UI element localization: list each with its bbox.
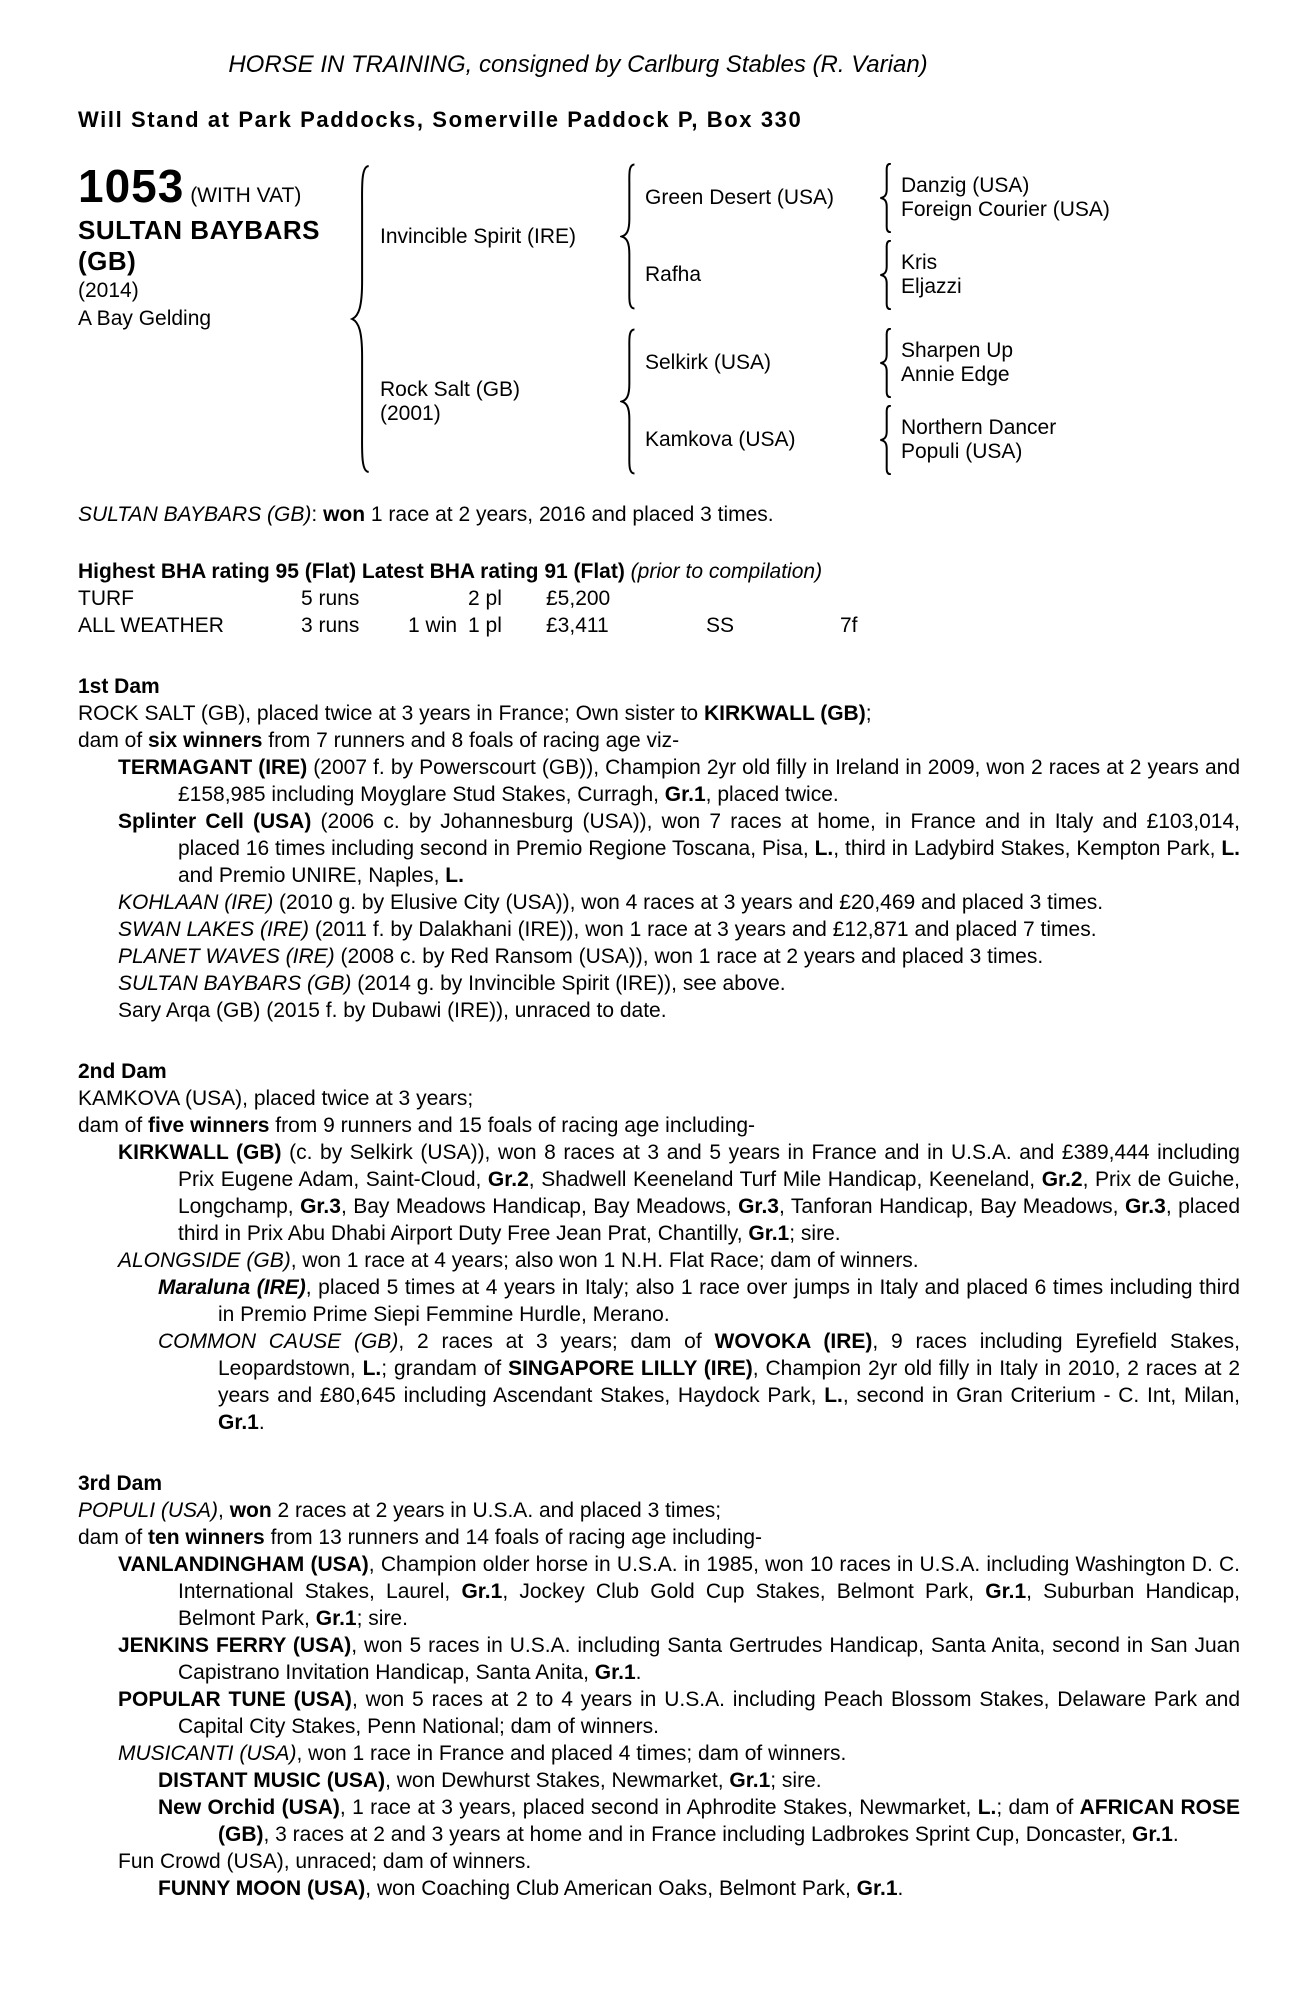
race-record: SULTAN BAYBARS (GB): won 1 race at 2 years, 2016 and placed 3 times.: [78, 503, 774, 526]
sire-name: Invincible Spirit (IRE): [380, 224, 577, 248]
section-heading: 2nd Dam: [78, 1060, 167, 1083]
great-granddam-name: Foreign Courier (USA): [901, 198, 1110, 221]
pedigree-brace-dam: [620, 328, 637, 475]
grandsire-branch: [645, 328, 1056, 398]
great-granddam-name: Populi (USA): [901, 440, 1023, 463]
great-grandsire-name: Northern Dancer: [901, 416, 1057, 439]
great-granddam-name: Annie Edge: [901, 363, 1010, 386]
pedigree-tree: [78, 160, 1240, 475]
dam-section-3: [78, 1470, 1240, 1902]
rating-runs: 3 runs: [301, 614, 360, 637]
great-grandsire-name: Danzig (USA): [901, 174, 1030, 197]
produce-record-entry: SULTAN BAYBARS (GB) (2014 g. by Invincible Spirit (IRE)), see above.: [118, 972, 786, 995]
pedigree-brace: [879, 405, 893, 475]
granddam-branch: [645, 240, 1110, 310]
grandsire-branch: [645, 163, 1110, 233]
produce-record-entry: COMMON CAUSE (GB), 2 races at 3 years; dam of WOVOKA (IRE), 9 races including Eyrefield Stakes, Leopardstown, L.; grandam of SINGAPORE LILLY (IRE), Champion 2yr old filly in Italy in 2010, 2 races at 2 years and £80,645 including Ascendant Stakes, Haydock Park, L., second in Gran Criterium - C. Int, Milan, Gr.1.: [158, 1330, 1241, 1434]
bha-rating-title: Highest BHA rating 95 (Flat) Latest BHA rating 91 (Flat) (prior to compilation): [78, 560, 823, 583]
lot-subject: [78, 160, 350, 333]
dam-branch: [380, 328, 1110, 475]
dam-section-1: [78, 673, 1240, 1024]
produce-record-entry: DISTANT MUSIC (USA), won Dewhurst Stakes, Newmarket, Gr.1; sire.: [158, 1769, 822, 1792]
horse-description: A Bay Gelding: [78, 307, 212, 330]
pedigree-brace-sire: [620, 163, 637, 310]
foal-year: (2014): [78, 279, 139, 302]
produce-record-entry: Sary Arqa (GB) (2015 f. by Dubawi (IRE)), unraced to date.: [118, 999, 667, 1022]
rating-going: SS: [706, 614, 735, 637]
dam-year: (2001): [380, 401, 441, 425]
rating-placed: 2 pl: [468, 587, 502, 610]
dam-entries: [78, 700, 1240, 1024]
produce-record-entry: dam of six winners from 7 runners and 8 foals of racing age viz-: [78, 729, 680, 752]
grandsire-name: Selkirk (USA): [645, 351, 772, 374]
produce-record-entry: Maraluna (IRE), placed 5 times at 4 years in Italy; also 1 race over jumps in Italy and placed 6 times including third in Premio Prime Siepi Femmine Hurdle, Merano.: [158, 1276, 1240, 1326]
great-grandsire-name: Kris: [901, 251, 938, 274]
produce-record-entry: VANLANDINGHAM (USA), Champion older horse in U.S.A. in 1985, won 10 races in U.S.A. including Washington D. C. International Stakes, Laurel, Gr.1, Jockey Club Gold Cup Stakes, Belmont Park, Gr.1, Suburban Handicap, Belmont Park, Gr.1; sire.: [118, 1553, 1241, 1630]
rating-table: [78, 585, 1240, 639]
rating-runs: 5 runs: [301, 587, 360, 610]
section-heading: 1st Dam: [78, 675, 160, 698]
produce-record-entry: KAMKOVA (USA), placed twice at 3 years;: [78, 1087, 474, 1110]
produce-record-entry: FUNNY MOON (USA), won Coaching Club American Oaks, Belmont Park, Gr.1.: [158, 1877, 904, 1900]
lot-number: 1053: [78, 160, 185, 212]
produce-record-entry: dam of five winners from 9 runners and 15 foals of racing age including-: [78, 1114, 756, 1137]
vat-note: (WITH VAT): [190, 184, 302, 207]
consignment-title: HORSE IN TRAINING, consigned by Carlburg Stables (R. Varian): [228, 51, 928, 78]
granddam-name: Rafha: [645, 263, 702, 286]
bha-rating-block: [78, 558, 1240, 639]
produce-record-entry: New Orchid (USA), 1 race at 3 years, placed second in Aphrodite Stakes, Newmarket, L.; dam of AFRICAN ROSE (GB), 3 races at 2 and 3 years at home and in France including Ladbrokes Sprint Cup, Doncaster, Gr.1.: [158, 1796, 1241, 1846]
stand-location: Will Stand at Park Paddocks, Somerville Paddock P, Box 330: [78, 107, 803, 132]
section-heading: 3rd Dam: [78, 1472, 163, 1495]
rating-surface: TURF: [78, 587, 134, 610]
horse-name: SULTAN BAYBARS: [78, 215, 320, 245]
dam-name-block: [380, 378, 620, 426]
rating-distance: [840, 585, 1240, 612]
granddam-name: Kamkova (USA): [645, 428, 796, 451]
rating-going: [706, 585, 840, 612]
dam-section-2: [78, 1058, 1240, 1436]
produce-record-entry: ROCK SALT (GB), placed twice at 3 years in France; Own sister to KIRKWALL (GB);: [78, 702, 872, 725]
produce-record-entry: Splinter Cell (USA) (2006 c. by Johannesburg (USA)), won 7 races at home, in France and in Italy and £103,014, placed 16 times including second in Premio Regione Toscana, Pisa, L., third in Ladybird Stakes, Kempton Park, L. and Premio UNIRE, Naples, L.: [118, 810, 1240, 887]
pedigree-brace: [879, 240, 893, 310]
rating-placed: 1 pl: [468, 614, 502, 637]
sire-branch: [380, 163, 1110, 310]
rating-surface: ALL WEATHER: [78, 614, 224, 637]
pedigree-brace-gen1: [350, 163, 372, 475]
dam-name: Rock Salt (GB): [380, 377, 521, 401]
granddam-branch: [645, 405, 1056, 475]
rating-earnings: £5,200: [546, 587, 611, 610]
dam-entries: [78, 1497, 1240, 1902]
produce-record-entry: POPULI (USA), won 2 races at 2 years in U.S.A. and placed 3 times;: [78, 1499, 722, 1522]
produce-record-entry: ALONGSIDE (GB), won 1 race at 4 years; also won 1 N.H. Flat Race; dam of winners.: [118, 1249, 919, 1272]
pedigree-brace: [879, 163, 893, 233]
produce-record-entry: POPULAR TUNE (USA), won 5 races at 2 to 4 years in U.S.A. including Peach Blossom Stakes, Delaware Park and Capital City Stakes, Penn National; dam of winners.: [118, 1688, 1240, 1738]
rating-earnings: £3,411: [546, 614, 609, 637]
great-grandsire-name: Sharpen Up: [901, 339, 1014, 362]
produce-record-entry: KIRKWALL (GB) (c. by Selkirk (USA)), won 8 races at 3 and 5 years in France and in U.S.A. and £389,444 including Prix Eugene Adam, Saint-Cloud, Gr.2, Shadwell Keeneland Turf Mile Handicap, Keeneland, Gr.2, Prix de Guiche, Longchamp, Gr.3, Bay Meadows Handicap, Bay Meadows, Gr.3, Tanforan Handicap, Bay Meadows, Gr.3, placed third in Prix Abu Dhabi Airport Duty Free Jean Prat, Chantilly, Gr.1; sire.: [118, 1141, 1241, 1245]
produce-record-entry: SWAN LAKES (IRE) (2011 f. by Dalakhani (IRE)), won 1 race at 3 years and £12,871 and placed 7 times.: [118, 918, 1097, 941]
horse-country: (GB): [78, 246, 137, 276]
produce-record-entry: Fun Crowd (USA), unraced; dam of winners.: [118, 1850, 532, 1873]
produce-record-entry: TERMAGANT (IRE) (2007 f. by Powerscourt (GB)), Champion 2yr old filly in Ireland in 2009, won 2 races at 2 years and £158,985 including Moyglare Stud Stakes, Curragh, Gr.1, placed twice.: [118, 756, 1241, 806]
produce-record-entry: dam of ten winners from 13 runners and 14 foals of racing age including-: [78, 1526, 763, 1549]
rating-wins: [408, 585, 468, 612]
rating-distance: 7f: [840, 614, 858, 637]
dam-entries: [78, 1085, 1240, 1436]
produce-record-entry: KOHLAAN (IRE) (2010 g. by Elusive City (USA)), won 4 races at 3 years and £20,469 and placed 3 times.: [118, 891, 1104, 914]
great-granddam-name: Eljazzi: [901, 275, 962, 298]
produce-record-entry: PLANET WAVES (IRE) (2008 c. by Red Ransom (USA)), won 1 race at 2 years and placed 3 times.: [118, 945, 1044, 968]
produce-record-entry: JENKINS FERRY (USA), won 5 races in U.S.A. including Santa Gertrudes Handicap, Santa Anita, second in San Juan Capistrano Invitation Handicap, Santa Anita, Gr.1.: [118, 1634, 1240, 1684]
rating-wins: 1 win: [408, 614, 458, 637]
grandsire-name: Green Desert (USA): [645, 186, 835, 209]
pedigree-brace: [879, 328, 893, 398]
produce-record-entry: MUSICANTI (USA), won 1 race in France and placed 4 times; dam of winners.: [118, 1742, 847, 1765]
